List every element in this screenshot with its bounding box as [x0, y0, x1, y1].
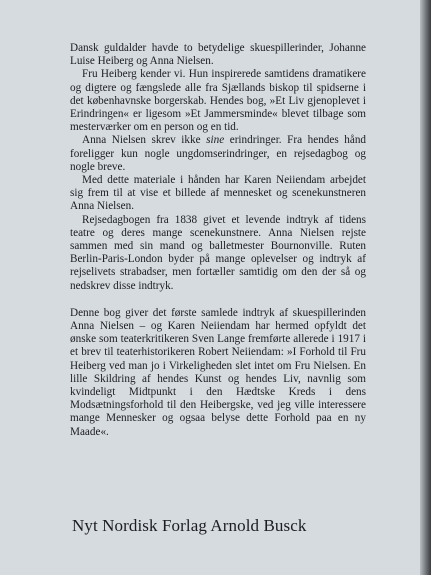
emphasis-sine: sine	[206, 134, 225, 147]
paragraph-nielsen	[70, 134, 366, 174]
paragraph-material: Med dette materiale i hånden har Karen Neiiendam arbejdet sig frem til at vise et billede af mennesket og scenekunstneren Anna Nielsen.	[70, 174, 366, 213]
paragraph-travel-diary: Rejsedagbogen fra 1838 givet et levende indtryk af tidens teatre og deres mange scenekunstnere. Anna Nielsen rejste sammen med sin mand og balletmester Bournonville. Ruten Berlin-Paris-London byder på mange oplevelser og indtryk af rejselivets strabadser, men fortæller samtidig om den der så og nedskrev disse indtryk.	[70, 213, 366, 292]
publisher-name: Nyt Nordisk Forlag Arnold Busck	[72, 516, 307, 535]
paragraph-intro: Dansk guldalder havde to betydelige skuespillerinder, Johanne Luise Heiberg og Anna Nielsen.	[70, 42, 366, 68]
paragraph-nielsen-start: Anna Nielsen skrev ikke	[82, 134, 207, 147]
paragraph-nielsen-end: erindringer. Fra hendes hånd foreligger kun nogle ungdomserindringer, en rejsedagbog og nogle breve.	[70, 134, 367, 173]
blurb-text	[70, 42, 366, 439]
paragraph-first-impression: Denne bog giver det første samlede indtryk af skuespillerinden Anna Nielsen – og Karen Neiiendam har hermed opfyldt det ønske som teaterkritikeren Sven Lange fremførte allerede i 1917 i et brev til teaterhistorikeren Robert Neiiendam: »I Forhold til Fru Heiberg ved man jo i Virkeligheden slet intet om Fru Nielsen. En lille Skildring af hendes Kunst og hendes Liv, navnlig som kvindeligt Midtpunkt i den Hædtske Kreds i dens Modsætningsforhold til den Heibergske, ved jeg ville interessere mange Mennesker og ogsaa belyse dette Forhold paa en ny Maade«.	[70, 306, 366, 438]
paragraph-heiberg: Fru Heiberg kender vi. Hun inspirerede samtidens dramatikere og digtere og fængslede alle fra Sjællands biskop til spidserne i det københavnske borgerskab. Hendes bog, »Et Liv gjenoplevet i Erindringen« er ligesom »Et Jammersminde« blevet tilbage som mesterværker om en person og en tid.	[70, 68, 366, 134]
page-edge-shadow	[420, 0, 431, 575]
